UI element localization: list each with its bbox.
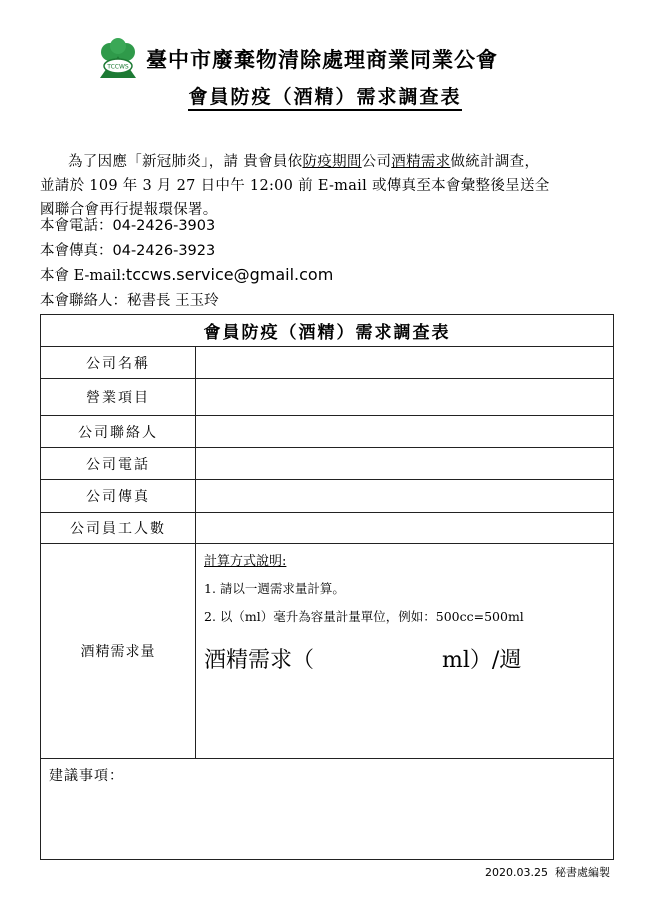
form-row-fax <box>41 480 614 513</box>
contact-person-value: 秘書長 王玉玲 <box>127 292 219 309</box>
company-fax-label: 公司傳真 <box>41 480 196 513</box>
document-footer <box>485 864 610 880</box>
svg-text:TCCWS: TCCWS <box>107 63 129 71</box>
organization-name: 臺中市廢棄物清除處理商業同業公會 <box>146 47 498 72</box>
intro-underline-1: 防疫期間 <box>302 154 362 170</box>
company-phone-field[interactable] <box>196 448 614 480</box>
footer-date: 2020.03.25 <box>485 866 548 879</box>
intro-text-a: 為了因應「新冠肺炎」，請 貴會員依 <box>68 154 303 170</box>
contact-person-label: 本會聯絡人： <box>40 292 127 309</box>
form-title-row <box>41 315 614 347</box>
alcohol-demand-cell <box>196 544 614 759</box>
demand-prefix: 酒精需求（ <box>204 648 315 673</box>
calculation-notes <box>196 544 613 758</box>
document-title-text: 會員防疫（酒精）需求調查表 <box>188 86 461 111</box>
suggestions-field[interactable] <box>41 759 614 860</box>
form-row-contact-person <box>41 416 614 448</box>
intro-line-2: 並請於 109 年 3 月 27 日中午 12:00 前 E-mail 或傳真至本會彙整後呈送全 <box>40 178 550 194</box>
email-line <box>40 263 333 289</box>
form-row-business-items <box>41 379 614 416</box>
business-items-field[interactable] <box>196 379 614 416</box>
note-item-2: 2. 以（ml）毫升為容量計量單位，例如：500cc=500ml <box>204 609 524 624</box>
fax-label: 本會傳真： <box>40 242 113 259</box>
fax-value: 04-2426-3923 <box>112 242 216 259</box>
company-contact-label: 公司聯絡人 <box>41 416 196 448</box>
phone-label: 本會電話： <box>40 218 113 234</box>
form-row-alcohol-demand <box>41 544 614 759</box>
survey-form-table <box>40 314 614 860</box>
form-title: 會員防疫（酒精）需求調查表 <box>41 315 614 347</box>
alcohol-demand-label: 酒精需求量 <box>41 544 196 759</box>
document-header <box>0 38 650 82</box>
form-row-company-name <box>41 347 614 379</box>
contact-person-line <box>40 289 333 314</box>
intro-line-3: 國聯合會再行提報環保署。 <box>40 202 218 218</box>
intro-paragraph <box>68 150 616 174</box>
business-items-label: 營業項目 <box>41 379 196 416</box>
demand-suffix: ml）/週 <box>442 648 522 673</box>
footer-author: 秘書處編製 <box>555 866 610 879</box>
company-name-label: 公司名稱 <box>41 347 196 379</box>
phone-value: 04-2426-3903 <box>112 218 216 234</box>
email-label: 本會 E-mail: <box>40 268 126 284</box>
company-contact-field[interactable] <box>196 416 614 448</box>
intro-line-1 <box>68 150 616 174</box>
intro-underline-2: 酒精需求 <box>391 154 451 170</box>
fax-line <box>40 239 333 264</box>
form-row-phone <box>41 448 614 480</box>
company-fax-field[interactable] <box>196 480 614 513</box>
email-value[interactable]: tccws.service@gmail.com <box>125 265 334 284</box>
employee-count-label: 公司員工人數 <box>41 513 196 544</box>
alcohol-demand-line <box>204 643 603 674</box>
company-phone-label: 公司電話 <box>41 448 196 480</box>
form-row-employees <box>41 513 614 544</box>
phone-line <box>40 214 333 239</box>
intro-text-c: 做統計調查， <box>450 154 540 170</box>
document-title <box>0 82 650 109</box>
notes-title: 計算方式說明: <box>204 554 287 569</box>
company-name-field[interactable] <box>196 347 614 379</box>
association-logo-icon <box>96 38 140 82</box>
intro-text-b: 公司 <box>361 154 392 170</box>
form-row-suggestions <box>41 759 614 860</box>
suggestions-label: 建議事項： <box>49 768 124 784</box>
note-item-1: 1. 請以一週需求量計算。 <box>204 581 345 596</box>
contact-info <box>40 214 333 313</box>
employee-count-field[interactable] <box>196 513 614 544</box>
